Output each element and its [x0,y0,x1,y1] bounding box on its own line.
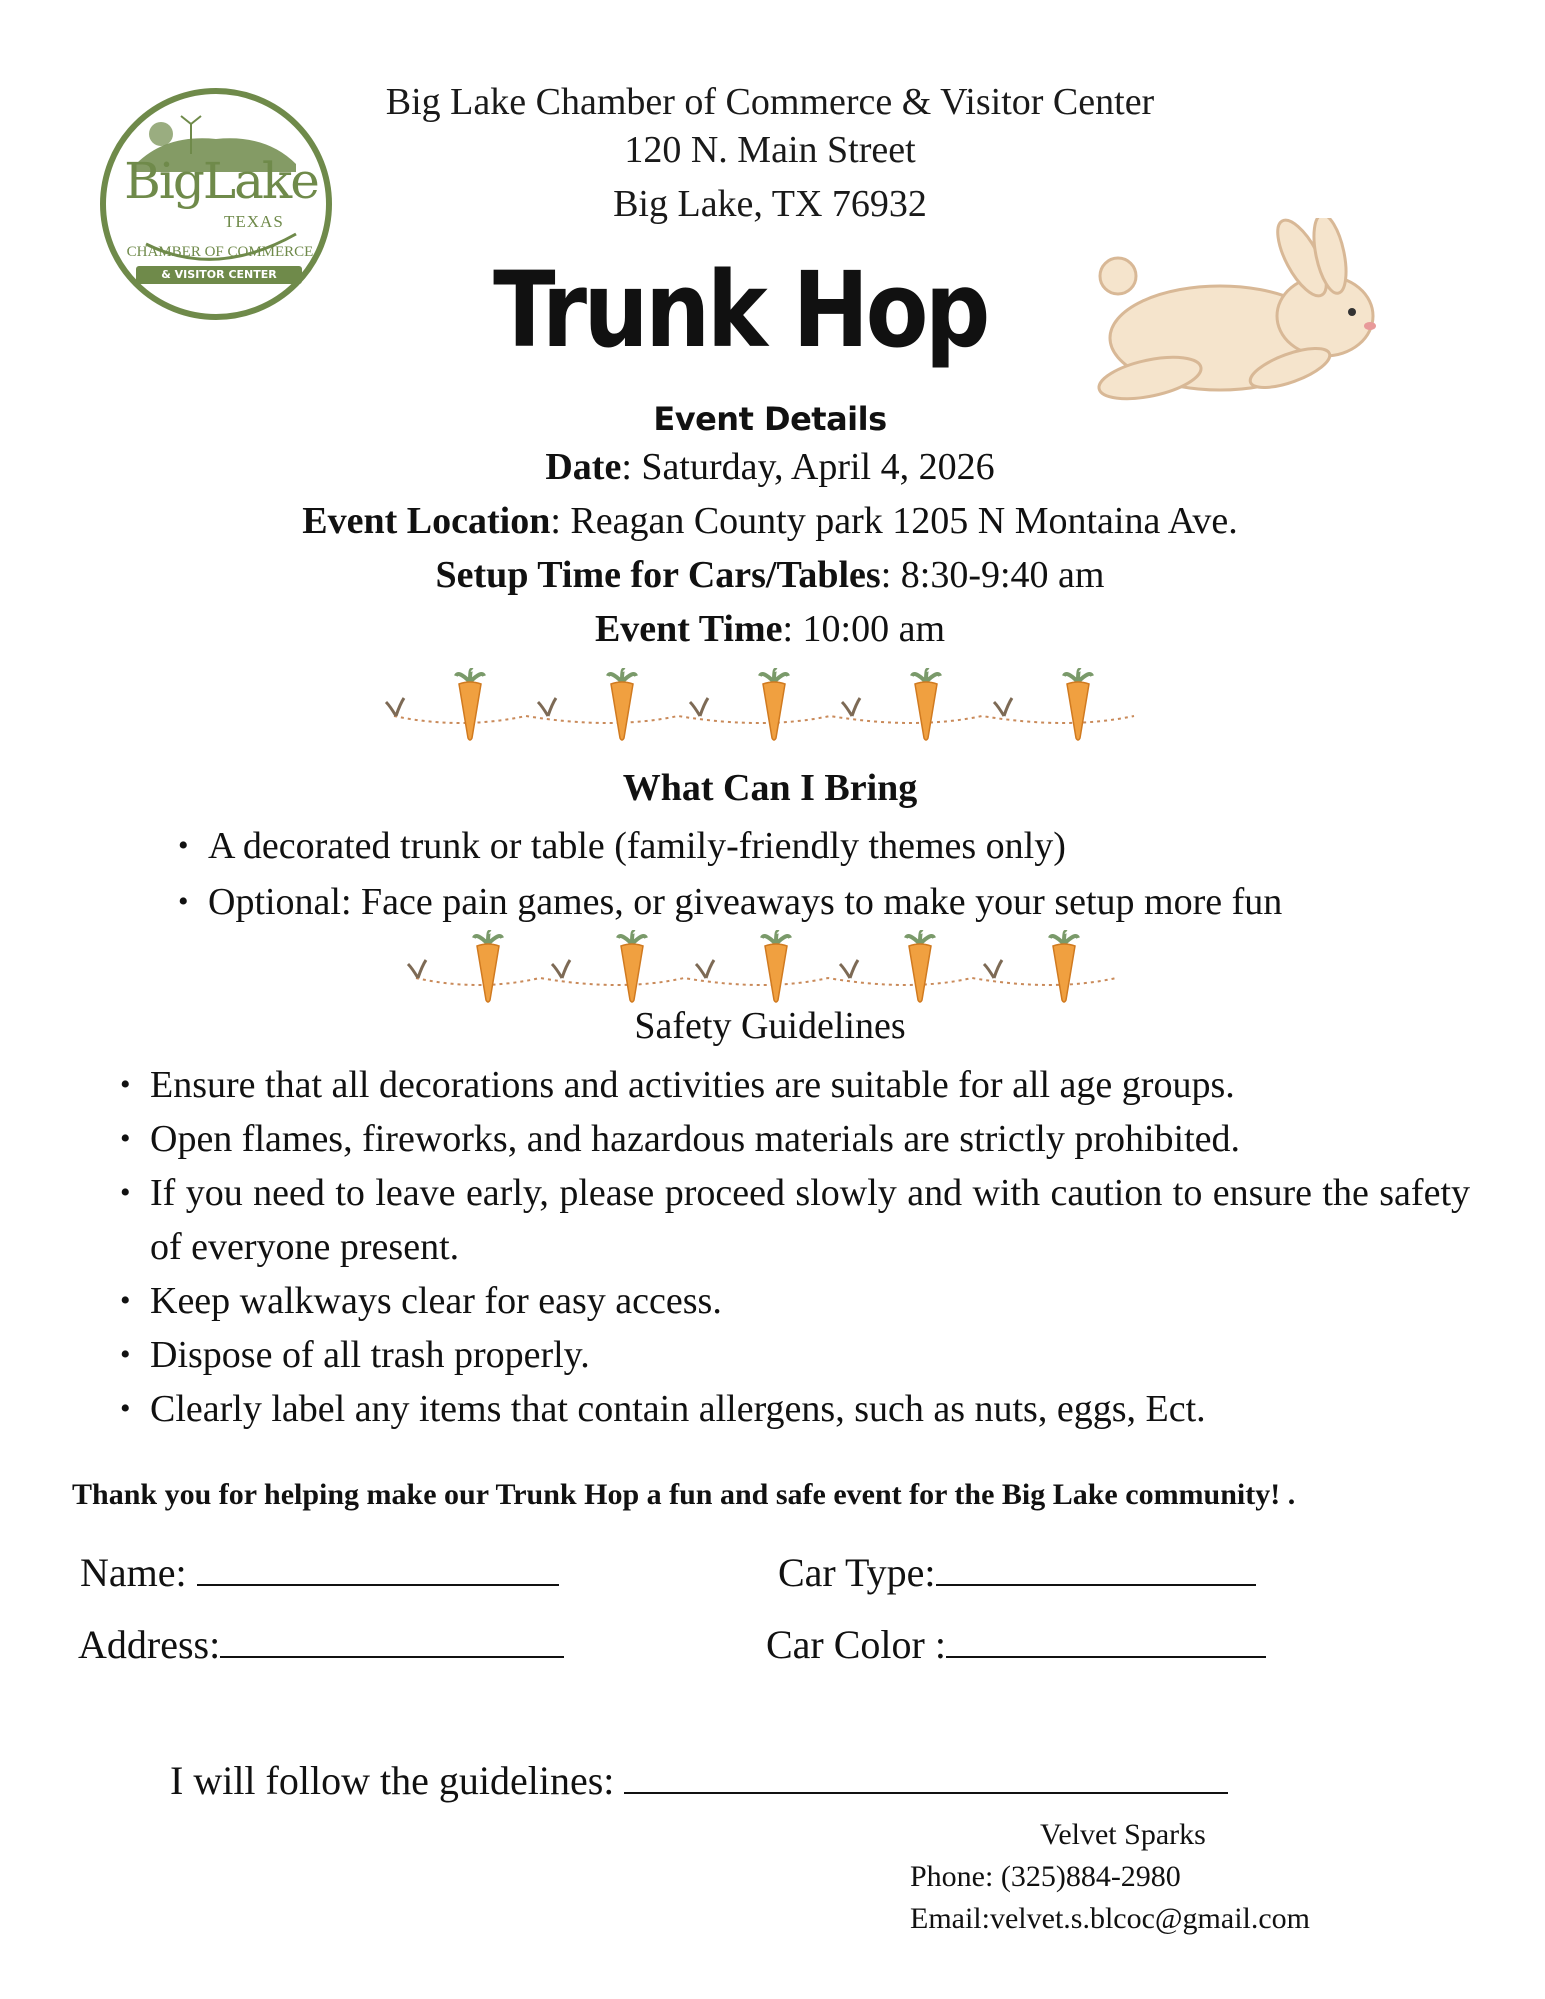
sprout-icon [840,960,858,978]
date-value: : Saturday, April 4, 2026 [621,446,995,488]
carrot-icon [762,932,790,1002]
event-time-value: : 10:00 am [782,608,946,650]
carrot-icon [608,670,636,740]
car-color-field[interactable] [766,1620,1266,1668]
address-label: Address: [78,1622,221,1667]
logo-texas-text: TEXAS [224,212,284,231]
sprout-icon [386,698,404,716]
carrot-icon [456,670,484,740]
car-type-label: Car Type: [778,1550,936,1595]
guidelines-signature-field[interactable] [170,1756,1228,1804]
carrot-icon [474,932,502,1002]
street-address: 120 N. Main Street [624,129,916,171]
carrot-icon [912,670,940,740]
safety-list [150,1058,1470,1436]
contact-email[interactable]: Email:velvet.s.blcoc@gmail.com [910,1902,1311,1935]
logo-chamber-text: CHAMBER OF COMMERCE [126,244,314,260]
logo-visitor-text: & VISITOR CENTER [161,268,277,281]
carrot-icon [760,670,788,740]
car-color-blank[interactable] [946,1620,1266,1658]
bunny-illustration [1080,218,1390,418]
sprout-icon [842,698,860,716]
carrot-icon [906,932,934,1002]
car-type-blank[interactable] [936,1548,1256,1586]
carrot-icon [1064,670,1092,740]
bring-heading: What Can I Bring [622,767,918,809]
name-label: Name: [80,1550,197,1595]
guidelines-label: I will follow the guidelines: [170,1758,625,1803]
name-field[interactable] [80,1548,559,1596]
event-time-label: Event Time [594,608,783,650]
sprout-icon [408,960,426,978]
chamber-logo [100,88,332,320]
bring-list [208,818,1488,930]
carrot-garland-divider [384,668,1144,748]
city-state-zip: Big Lake, TX 76932 [613,183,927,225]
address-field[interactable] [78,1620,564,1668]
sprout-icon [994,698,1012,716]
sprout-icon [538,698,556,716]
safety-heading: Safety Guidelines [634,1005,906,1047]
event-location [100,494,1440,548]
list-item: • Dispose of all trash properly. [150,1328,1470,1382]
contact-name: Velvet Sparks [1040,1818,1206,1851]
list-item: • Optional: Face pain games, or giveaways to make your setup more fun [208,874,1488,930]
location-value: : Reagan County park 1205 N Montaina Ave. [550,500,1238,542]
page-title: Trunk Hop [493,249,987,371]
contact-phone: Phone: (325)884-2980 [910,1860,1181,1893]
thank-you-note: Thank you for helping make our Trunk Hop a fun and safe event for the Big Lake community! . [72,1478,1296,1511]
location-label: Event Location [302,500,551,542]
car-color-label: Car Color : [766,1622,946,1667]
sprout-icon [690,698,708,716]
list-item: • If you need to leave early, please proceed slowly and with caution to ensure the safety of everyone present. [150,1166,1470,1274]
list-item: • Clearly label any items that contain allergens, such as nuts, eggs, Ect. [150,1382,1470,1436]
carrot-garland-divider [406,930,1126,1010]
event-details-heading: Event Details [653,400,887,438]
carrot-icon [1050,932,1078,1002]
list-item: • Ensure that all decorations and activities are suitable for all age groups. [150,1058,1470,1112]
sprout-icon [552,960,570,978]
garland-string [394,716,1134,723]
garland-string [416,978,1116,985]
logo-visitor-band [136,266,302,284]
logo-big-lake-text: BigLake [124,152,318,210]
carrot-icon [618,932,646,1002]
org-name: Big Lake Chamber of Commerce & Visitor Center [385,81,1155,123]
event-time [100,602,1440,656]
list-item: • A decorated trunk or table (family-friendly themes only) [208,818,1488,874]
setup-value: : 8:30-9:40 am [880,554,1105,596]
setup-label: Setup Time for Cars/Tables [435,554,881,596]
car-type-field[interactable] [778,1548,1256,1596]
date-label: Date [545,446,622,488]
signature-blank[interactable] [624,1756,1228,1794]
list-item: • Open flames, fireworks, and hazardous materials are strictly prohibited. [150,1112,1470,1166]
name-blank[interactable] [197,1548,559,1586]
event-date [100,440,1440,494]
address-blank[interactable] [220,1620,564,1658]
sprout-icon [696,960,714,978]
setup-time [100,548,1440,602]
list-item: • Keep walkways clear for easy access. [150,1274,1470,1328]
sprout-icon [984,960,1002,978]
